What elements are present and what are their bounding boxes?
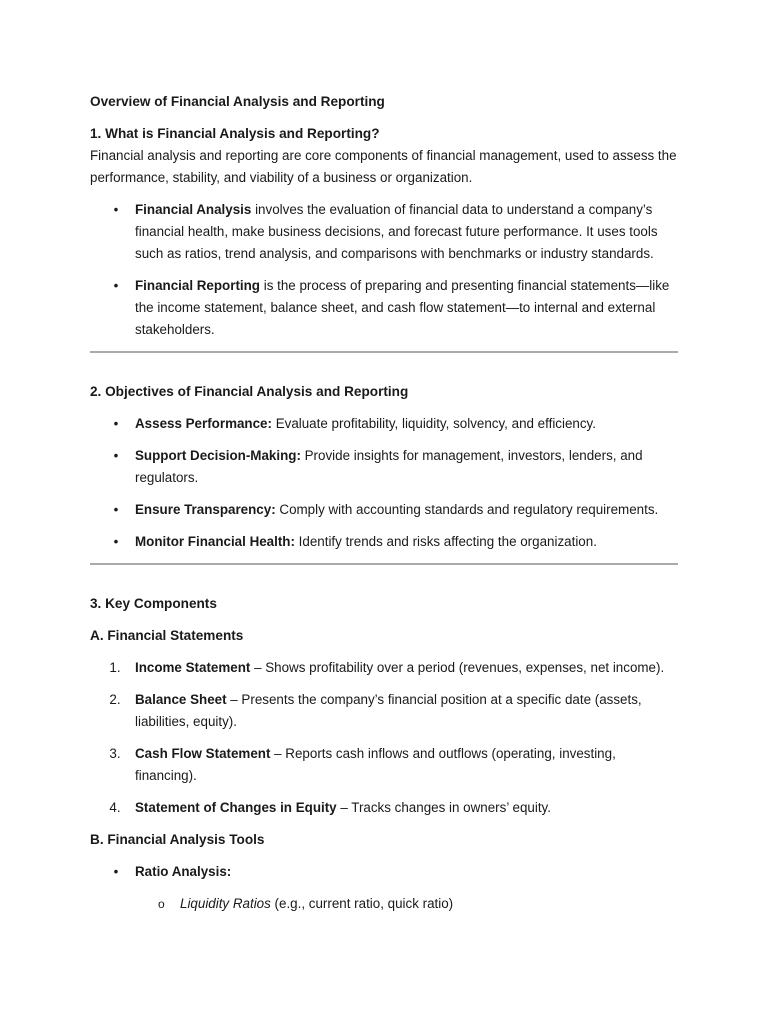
subsection-a-heading: A. Financial Statements [90,628,244,643]
item-term: Ensure Transparency: [135,502,276,517]
item-text: involves the evaluation of financial data to understand a company’s financial health, make business decisions, and forecast future performance. It uses tools such as ratios, trend analysis, and comparisons with benchmarks or industry standards. [135,202,658,261]
circle-bullet-icon: o [158,897,165,911]
item-term: Ratio Analysis: [135,864,232,879]
item-term: Balance Sheet [135,692,227,707]
bullet-icon: • [113,864,119,879]
list-item [90,657,678,679]
item-term: Statement of Changes in Equity [135,800,337,815]
analysis-tools-list [90,861,678,915]
item-text: Comply with accounting standards and regulatory requirements. [275,502,659,517]
subsection-b-heading: B. Financial Analysis Tools [90,832,265,847]
section-1-intro: Financial analysis and reporting are core components of financial management, used to assess the performance, stability, and viability of a business or organization. [90,148,677,185]
item-text: Evaluate profitability, liquidity, solvency, and efficiency. [271,416,596,431]
list-item [90,531,678,553]
bullet-icon: • [113,278,119,293]
bullet-icon: • [113,534,119,549]
list-item [90,797,678,819]
list-item [90,413,678,435]
item-text: (e.g., current ratio, quick ratio) [270,896,454,911]
section-2-list [90,413,678,553]
item-term: Income Statement [135,660,251,675]
item-number: 4. [109,800,121,815]
list-item [90,499,678,521]
item-term: Assess Performance: [135,416,272,431]
item-number: 1. [109,660,121,675]
financial-statements-list [90,657,678,819]
section-1-heading: 1. What is Financial Analysis and Reporting? [90,126,380,141]
list-item [90,689,678,733]
sub-list-item [90,893,678,915]
item-term: Support Decision-Making: [135,448,301,463]
list-item [90,199,678,265]
list-item [90,861,678,883]
item-text: is the process of preparing and presenting financial statements—like the income statement, balance sheet, and cash flow statement—to internal and external stakeholders. [135,278,670,337]
item-number: 2. [109,692,121,707]
bullet-icon: • [113,202,119,217]
bullet-icon: • [113,416,119,431]
bullet-icon: • [113,448,119,463]
document-title: Overview of Financial Analysis and Reporting [90,94,385,109]
document-content [90,91,678,925]
section-3-heading: 3. Key Components [90,596,217,611]
item-term: Monitor Financial Health: [135,534,295,549]
section-divider [90,351,678,353]
item-term: Liquidity Ratios [180,896,271,911]
item-text: – Reports cash inflows and outflows (operating, investing, financing). [135,746,616,783]
item-term: Financial Analysis [135,202,252,217]
item-text: – Tracks changes in owners’ equity. [336,800,551,815]
item-text: – Presents the company’s financial position at a specific date (assets, liabilities, equity). [135,692,642,729]
item-text: Identify trends and risks affecting the organization. [294,534,597,549]
section-2-heading: 2. Objectives of Financial Analysis and Reporting [90,384,409,399]
section-1-list [90,199,678,341]
list-item [90,445,678,489]
item-term: Cash Flow Statement [135,746,271,761]
item-text: – Shows profitability over a period (revenues, expenses, net income). [250,660,665,675]
item-text: Provide insights for management, investors, lenders, and regulators. [135,448,643,485]
section-divider [90,563,678,565]
item-number: 3. [109,746,121,761]
list-item [90,275,678,341]
list-item [90,743,678,787]
item-term: Financial Reporting [135,278,260,293]
bullet-icon: • [113,502,119,517]
